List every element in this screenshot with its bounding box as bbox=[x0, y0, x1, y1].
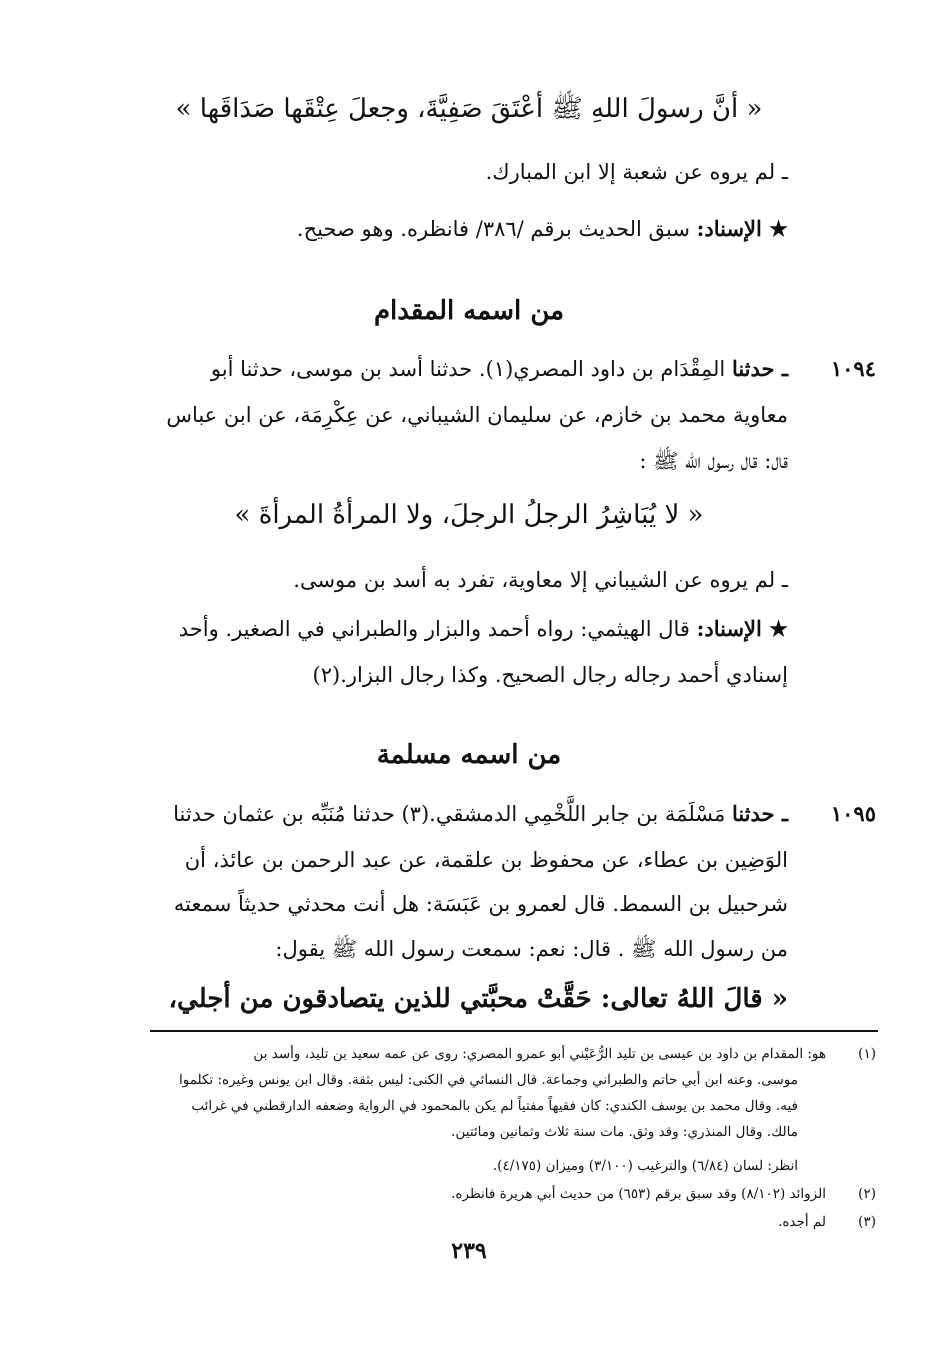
hadith-quote-1: « أنَّ رسولَ اللهِ ﷺ أعْتَقَ صَفِيَّةَ، وجعلَ عِتْقَها صَدَاقَها » bbox=[175, 94, 763, 124]
footnote-number: (١) bbox=[858, 1046, 876, 1062]
haddathana-label: ـ حدثنا bbox=[731, 801, 788, 826]
footnote-1-line-4: مالك. وقال المنذري: وقد وثق. مات سنة ثلاث وثمانين ومائتين. bbox=[451, 1124, 798, 1140]
hadith-quote-2: « لا يُبَاشِرُ الرجلُ الرجلَ، ولا المرأةُ المرأةَ » bbox=[234, 500, 704, 530]
hadith-1094-line-1-text: المِقْدَام بن داود المصري(١). حدثنا أسد بن موسى، حدثنا أبو bbox=[210, 357, 732, 381]
hadith-1095-line-1 bbox=[140, 801, 788, 826]
footnote-divider bbox=[150, 1030, 878, 1032]
footnote-text: هو: المقدام بن داود بن عيسى بن تليد الرُّعَيْني أبو عمرو المصري: روى عن عمه سعيد بن تليد، وأسد بن bbox=[253, 1046, 826, 1062]
isnad-text: سبق الحديث برقم /٣٨٦/ فانظره. وهو صحيح. bbox=[296, 217, 697, 241]
footnote-1-line-3: فيه. وقال محمد بن يوسف الكندي: كان فقيهاً مفتياً لم يكن بالمحمود في الرواية وضعفه الدارقطني في غرائب bbox=[191, 1098, 798, 1114]
narration-note-2: ـ لم يروه عن الشيباني إلا معاوية، تفرد به أسد بن موسى. bbox=[293, 568, 788, 592]
footnote-number: (٣) bbox=[858, 1214, 876, 1230]
footnote-1-line-1 bbox=[140, 1046, 876, 1062]
hadith-1095-line-4: من رسول الله ﷺ . قال: نعم: سمعت رسول الله ﷺ يقول: bbox=[275, 937, 788, 961]
section-heading-miqdam: من اسمه المقدام bbox=[373, 296, 565, 326]
section-heading-maslama: من اسمه مسلمة bbox=[376, 740, 562, 770]
haddathana-label: ـ حدثنا bbox=[731, 356, 788, 381]
page-number: ٢٣٩ bbox=[451, 1238, 487, 1264]
hadith-quote-3: « قالَ اللهُ تعالى: حَقَّتْ محبَّتي للذين يتصادقون من أجلي، bbox=[168, 984, 788, 1014]
hadith-1095-line-2: الوَضِين بن عطاء، عن محفوظ بن علقمة، عن عبد الرحمن بن عائذ، أن bbox=[184, 848, 788, 872]
footnote-1-references: انظر: لسان (٦/٨٤) والترغيب (٣/١٠٠) وميزان (٤/١٧٥). bbox=[492, 1158, 798, 1174]
isnad-2-line-2: إسنادي أحمد رجاله رجال الصحيح. وكذا رجال البزار.(٢) bbox=[312, 663, 788, 687]
hadith-1095-line-1-text: مَسْلَمَة بن جابر اللَّخْمِي الدمشقي.(٣) حدثنا مُنَبِّه بن عثمان حدثنا bbox=[173, 802, 732, 826]
isnad-label: ★ الإسناد: bbox=[696, 216, 788, 241]
hadith-number-1095: ١٠٩٥ bbox=[830, 801, 876, 826]
isnad-2 bbox=[140, 616, 788, 641]
footnote-number: (٢) bbox=[858, 1186, 876, 1202]
narration-note-1: ـ لم يروه عن شعبة إلا ابن المبارك. bbox=[485, 160, 788, 184]
hadith-number-1094: ١٠٩٤ bbox=[830, 356, 876, 381]
hadith-1095-line-3: شرحبيل بن السمط. قال لعمرو بن عَبَسَة: هل أنت محدثي حديثاً سمعته bbox=[173, 892, 788, 916]
footnote-2 bbox=[140, 1186, 876, 1202]
isnad-text: قال الهيثمي: رواه أحمد والبزار والطبراني في الصغير. وأحد bbox=[178, 617, 697, 641]
footnote-text: لم أجده. bbox=[778, 1214, 826, 1230]
footnote-1-line-2: موسى. وعنه ابن أبي حاتم والطبراني وجماعة. قال النسائي في الكنى: ليس بثقة. وقال ابن يونس وغيره: تكلموا bbox=[178, 1072, 798, 1088]
hadith-1094-line-3: قال: قال رسول الله ﷺ : bbox=[639, 449, 788, 473]
isnad-1 bbox=[150, 216, 788, 241]
hadith-1094-line-2: معاوية محمد بن خازم، عن سليمان الشيباني، عن عِكْرِمَة، عن ابن عباس bbox=[166, 403, 788, 427]
isnad-label: ★ الإسناد: bbox=[696, 616, 788, 641]
hadith-1094-line-1 bbox=[140, 356, 788, 381]
footnote-text: الزوائد (٨/١٠٢) وقد سبق برقم (٦٥٣) من حديث أبي هريرة فانظره. bbox=[451, 1186, 826, 1202]
footnote-3 bbox=[140, 1214, 876, 1230]
